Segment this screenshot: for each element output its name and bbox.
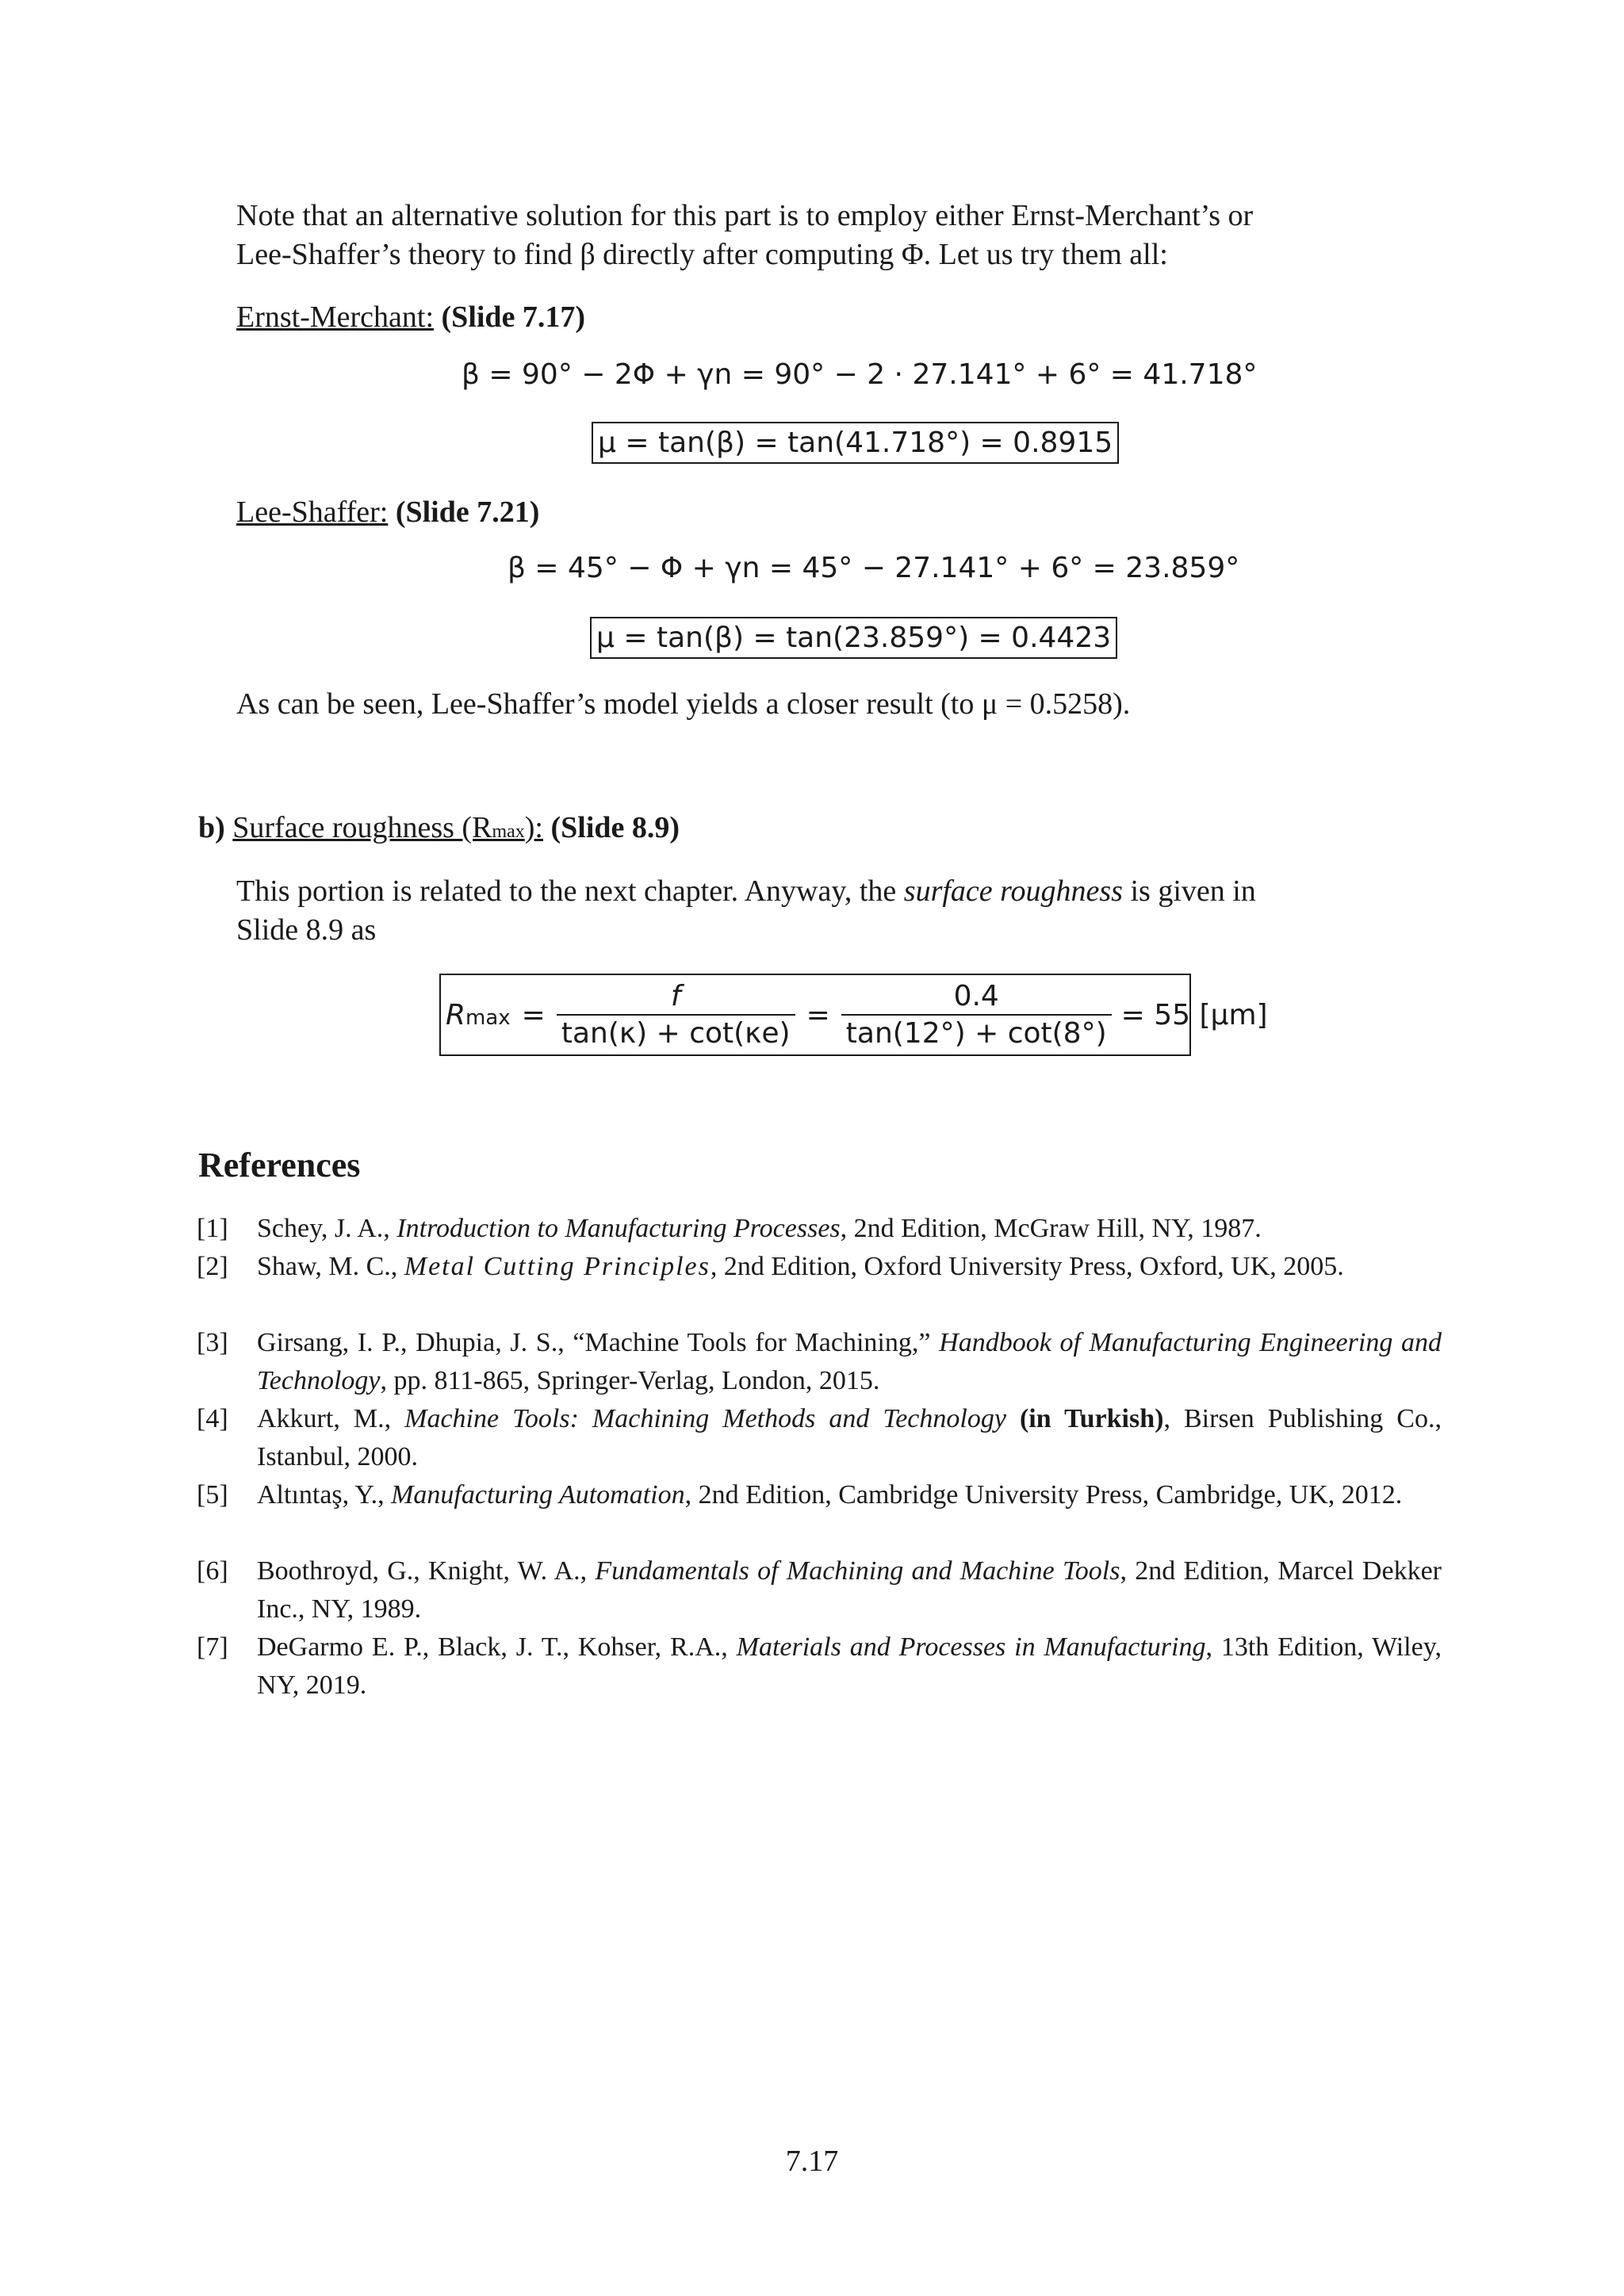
rmax-numerator-2: 0.4 xyxy=(841,980,1112,1016)
rmax-denominator-2: tan(12°) + cot(8°) xyxy=(845,1017,1107,1050)
rmax-fraction-symbolic xyxy=(557,980,795,1050)
part-b-heading xyxy=(198,809,680,851)
conclusion-text: As can be seen, Lee-Shaffer’s model yields a closer result (to μ = 0.5258). xyxy=(236,687,1131,721)
references-heading: References xyxy=(198,1146,361,1184)
reference-item: [3] Girsang, I. P., Dhupia, J. S., “Machine Tools for Machining,” Handbook of Manufacturing Engineering and Technology, pp. 811-865, Springer-Verlag, London, 2015. xyxy=(197,1328,1442,1395)
part-b-line-2: Slide 8.9 as xyxy=(236,913,377,947)
lee-shaffer-label: Lee-Shaffer: xyxy=(236,496,389,529)
part-b-line-1: This portion is related to the next chapter. Anyway, the surface roughness is given in xyxy=(236,874,1256,908)
rmax-result: = 55 [μm] xyxy=(1120,998,1268,1031)
intro-paragraph xyxy=(236,197,1473,274)
lee-beta-equation: β = 45° − Φ + γn = 45° − 27.141° + 6° = 23.859° xyxy=(508,552,1240,584)
reference-item: [5] Altıntaş, Y., Manufacturing Automation, 2nd Edition, Cambridge University Press, Cambridge, UK, 2012. xyxy=(197,1480,1403,1510)
rmax-fraction-numeric xyxy=(841,980,1112,1050)
rmax-numerator-1: f xyxy=(557,980,795,1016)
reference-item: [4] Akkurt, M., Machine Tools: Machining Methods and Technology (in Turkish), Birsen Publishing Co., Istanbul, 2000. xyxy=(197,1404,1442,1471)
reference-item: [1] Schey, J. A., Introduction to Manufacturing Processes, 2nd Edition, McGraw Hill, NY, 1987. xyxy=(197,1214,1262,1243)
ernst-beta-equation: β = 90° − 2Φ + γn = 90° − 2 · 27.141° + 6° = 41.718° xyxy=(462,358,1258,391)
page-number: 7.17 xyxy=(785,2145,839,2178)
reference-item: [7] DeGarmo E. P., Black, J. T., Kohser, R.A., Materials and Processes in Manufacturing, 13th Edition, Wiley, NY, 2019. xyxy=(197,1632,1442,1700)
reference-item: [6] Boothroyd, G., Knight, W. A., Fundamentals of Machining and Machine Tools, 2nd Edition, Marcel Dekker Inc., NY, 1989. xyxy=(197,1556,1442,1624)
ernst-merchant-label: Ernst-Merchant: xyxy=(236,300,435,334)
ernst-merchant-heading xyxy=(236,298,585,337)
lee-mu-result: μ = tan(β) = tan(23.859°) = 0.4423 xyxy=(590,617,1117,659)
ernst-mu-result: μ = tan(β) = tan(41.718°) = 0.8915 xyxy=(592,422,1119,464)
part-b-slide: (Slide 8.9) xyxy=(550,811,680,844)
rmax-lhs: Rmax xyxy=(446,998,511,1031)
reference-item: [2] Shaw, M. C., Metal Cutting Principles, 2nd Edition, Oxford University Press, Oxford, UK, 2005. xyxy=(197,1252,1344,1281)
rmax-formula: Rmax = $\frac{f}{\tan(\kappa) + \cot(\kappa e)}$ = $\frac{0.4}{\tan(12^\circ) + \cot(8^\circ)}$ = 55 [μm] xyxy=(439,974,1191,1056)
ernst-merchant-slide: (Slide 7.17) xyxy=(441,300,586,334)
lee-shaffer-slide: (Slide 7.21) xyxy=(395,496,540,529)
intro-line-1: Note that an alternative solution for this part is to employ either Ernst-Merchant’s or xyxy=(236,199,1254,232)
intro-line-2: Lee-Shaffer’s theory to find β directly after computing Φ. Let us try them all: xyxy=(236,238,1168,271)
part-b-title: Surface roughness (Rmax): xyxy=(232,811,543,844)
part-b-label: b) xyxy=(198,811,225,844)
rmax-denominator-1: tan(κ) + cot(κe) xyxy=(561,1017,791,1050)
part-b-paragraph xyxy=(236,872,1473,950)
lee-shaffer-heading xyxy=(236,493,539,532)
